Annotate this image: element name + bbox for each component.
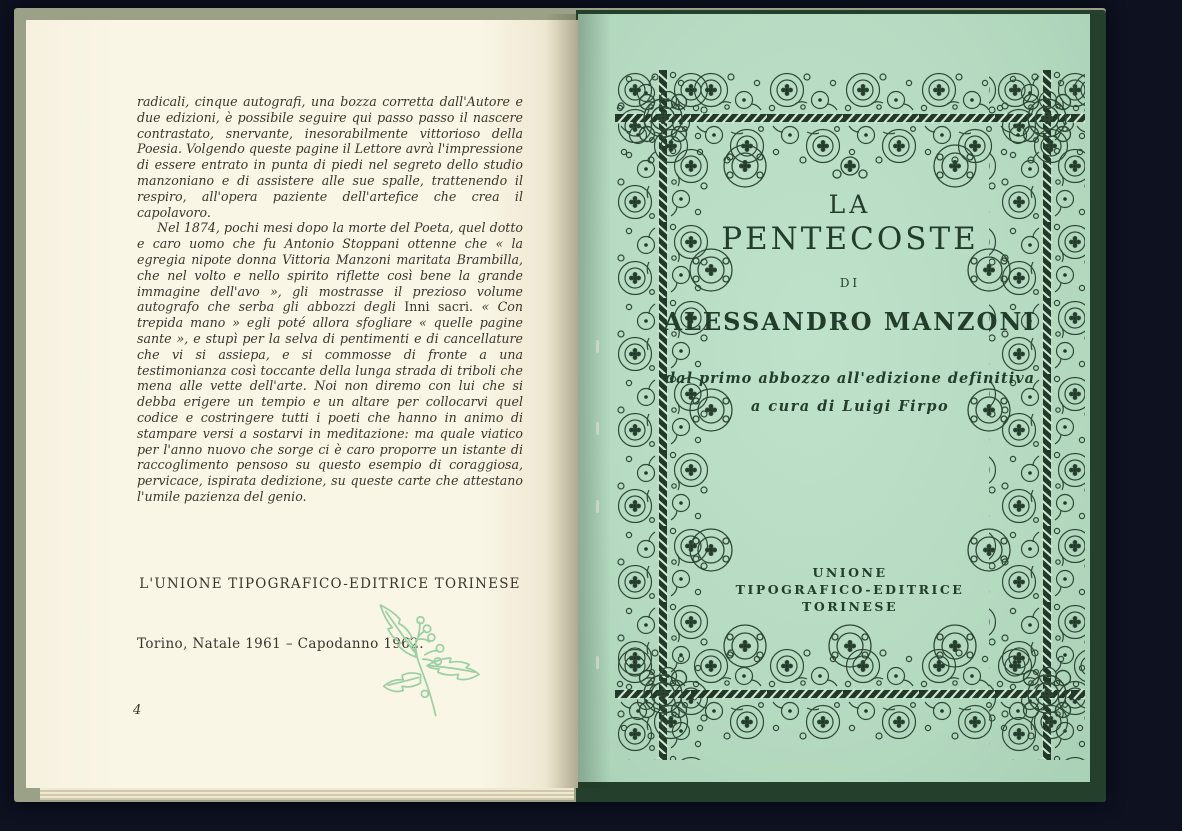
paragraph-2-text-b: « Con trepida mano » egli poté allora sfogliare « quelle pagine sante », e stupì per la selva di pentimenti e di cancellature che vi si assiepa, e si commosse di fronte a una testimonianza così toccante della lunga strada di triboli che mena alle vette dell'arte. Noi non diremo con lui che si debba erigere un tempio e un altare per collocarvi quel codice e costringere tutti i poeti che hanno in animo di stampare versi a sostarvi in meditazione: ma quale viatico per l'anno nuovo che sorge ci è caro proporre un istante di raccoglimento pensoso su questo esempio di coraggiosa, pervicace, ispirata dedizione, su queste carte che attestano l'umile pazienza del genio. bbox=[137, 299, 523, 504]
body-text bbox=[137, 94, 523, 505]
binding-stitch bbox=[596, 500, 599, 513]
paragraph-2-text-a: Nel 1874, pochi mesi dopo la morte del Poeta, quel dotto e caro uomo che fu Antonio Stoppani ottenne che « la egregia nipote donna Vittoria Manzoni maritata Brambilla, che nel volto e nello spirito riflette così bene la grande immagine dell'avo », gli mostrasse il prezioso volume autografo che serba gli abbozzi degli bbox=[137, 220, 523, 315]
paragraph-1 bbox=[137, 94, 523, 220]
binding-stitch bbox=[596, 656, 599, 669]
title-author: ALESSANDRO MANZONI bbox=[663, 307, 1037, 336]
binding-stitch bbox=[596, 422, 599, 435]
title-subtitle: dal primo abbozzo all'edizione definitiva bbox=[664, 370, 1036, 387]
publisher-line-2: TIPOGRAFICO-EDITRICE bbox=[735, 582, 965, 597]
left-page bbox=[26, 20, 578, 788]
paragraph-2 bbox=[137, 220, 523, 504]
page-number: 4 bbox=[133, 703, 142, 718]
publisher-line-3: TORINESE bbox=[802, 599, 898, 614]
ornamental-border-frame bbox=[615, 70, 1085, 760]
paragraph-1-text: radicali, cinque autografi, una bozza corretta dall'Autore e due edizioni, è possibile seguire qui passo passo il nascere contrastato, snervante, inesorabilmente vittorioso della Poesia. Volgendo queste pagine il Lettore avrà l'impressione di essere entrato in punta di piedi nel segreto dello studio manzoniano e di assistere alle sue spalle, trattenendo il respiro, all'opera paziente dell'artefice che crea il capolavoro. bbox=[137, 94, 523, 220]
page-edge-stack bbox=[40, 788, 574, 800]
title-editor: a cura di Luigi Firpo bbox=[750, 398, 950, 415]
paragraph-2-title-citation: Inni sacri. bbox=[404, 299, 474, 315]
dateline: Torino, Natale 1961 – Capodanno 1962. bbox=[137, 636, 424, 652]
publisher-line-1: UNIONE bbox=[812, 565, 888, 580]
binding-stitch bbox=[596, 340, 599, 353]
title-publisher bbox=[615, 564, 1085, 615]
title-di: DI bbox=[839, 276, 861, 290]
title-article: LA bbox=[828, 190, 872, 219]
publisher-imprint-line: L'UNIONE TIPOGRAFICO-EDITRICE TORINESE bbox=[139, 576, 521, 592]
holly-sprig-icon bbox=[362, 592, 492, 722]
right-page bbox=[578, 14, 1090, 782]
title-main: PENTECOSTE bbox=[721, 221, 979, 257]
